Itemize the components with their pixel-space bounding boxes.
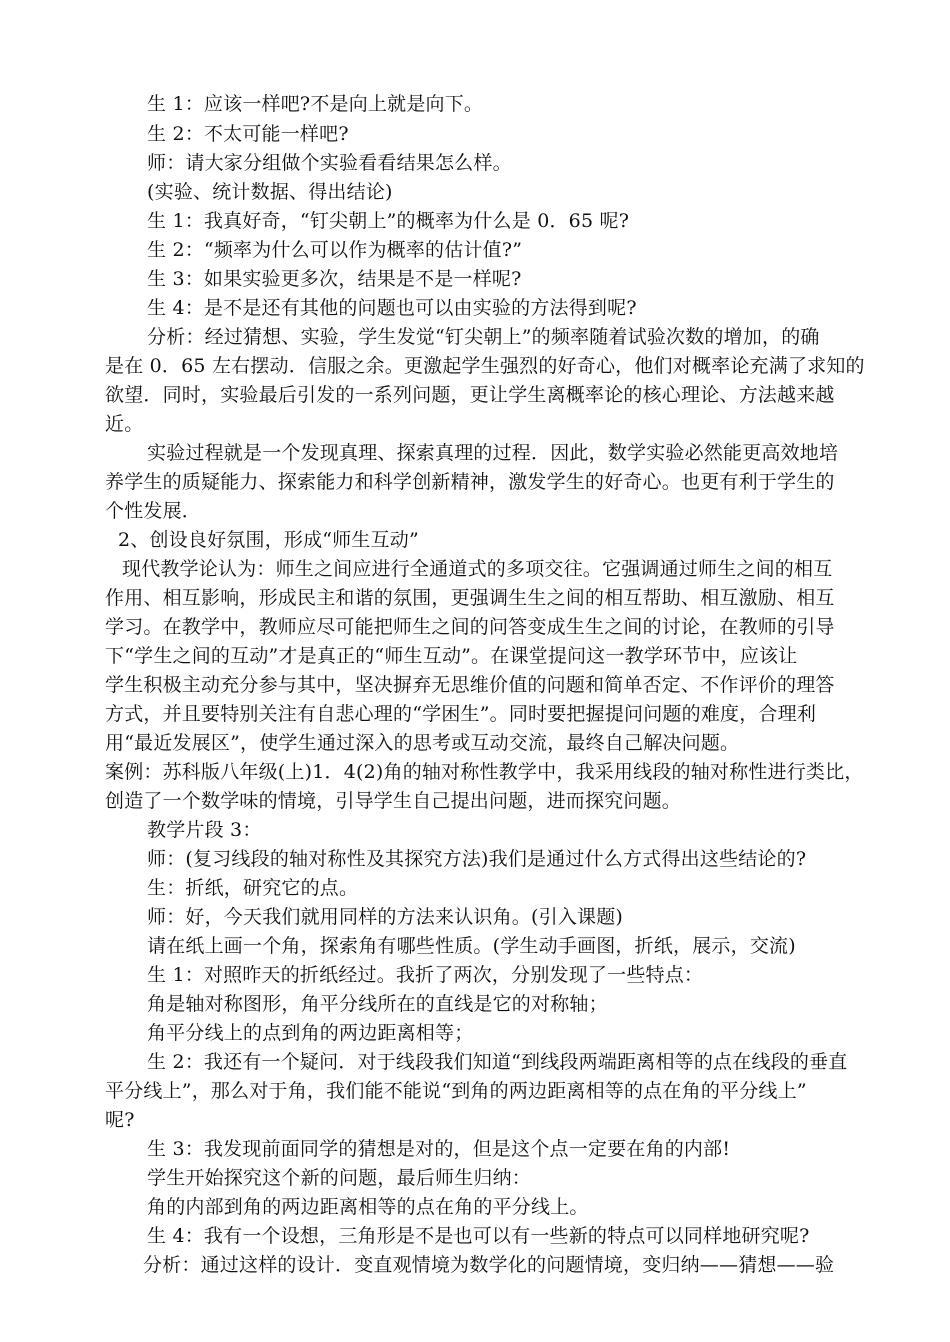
text-line: 案例：苏科版八年级(上)1．4(2)角的轴对称性教学中，我采用线段的轴对称性进行类比， (105, 761, 864, 783)
text-line: 个性发展． (105, 500, 202, 522)
text-line: 生 2：我还有一个疑问．对于线段我们知道“到线段两端距离相等的点在线段的垂直 (147, 1051, 848, 1073)
text-line: 生 4：我有一个设想，三角形是不是也可以有一些新的特点可以同样地研究呢? (147, 1225, 810, 1247)
text-line: 生 3：我发现前面同学的猜想是对的，但是这个点一定要在角的内部! (147, 1138, 731, 1160)
text-line: 学生开始探究这个新的问题，最后师生归纳： (147, 1167, 532, 1189)
text-line: 角是轴对称图形，角平分线所在的直线是它的对称轴； (147, 993, 608, 1015)
text-line: 生：折纸，研究它的点。 (147, 877, 359, 899)
text-line: 下“学生之间的互动”才是真正的“师生互动”。在课堂提问这一教学环节中，应该让 (105, 645, 798, 667)
text-line: 现代教学论认为：师生之间应进行全通道式的多项交往。它强调通过师生之间的相互 (122, 558, 833, 580)
text-line: (实验、统计数据、得出结论) (147, 181, 393, 203)
text-line: 作用、相互影响，形成民主和谐的氛围，更强调生生之间的相互帮助、相互激励、相互 (105, 587, 835, 609)
text-line: 生 1：我真好奇，“钉尖朝上”的概率为什么是 0．65 呢? (147, 210, 630, 232)
text-line: 学习。在教学中，教师应尽可能把师生之间的问答变成生生之间的讨论，在教师的引导 (105, 616, 835, 638)
text-line: 学生积极主动充分参与其中，坚决摒弃无思维价值的问题和简单否定、不作评价的理答 (105, 674, 835, 696)
text-line: 生 2：不太可能一样吧? (147, 123, 349, 145)
text-line: 角平分线上的点到角的两边距离相等； (147, 1022, 474, 1044)
text-line: 师：请大家分组做个实验看看结果怎么样。 (147, 152, 512, 174)
text-line: 创造了一个数学味的情境，引导学生自己提出问题，进而探究问题。 (105, 790, 682, 812)
text-line: 分析：经过猜想、实验，学生发觉“钉尖朝上”的频率随着试验次数的增加，的确 (147, 326, 820, 348)
text-line: 分析：通过这样的设计．变直观情境为数学化的问题情境，变归纳——猜想——验 (143, 1254, 835, 1276)
text-line: 欲望．同时，实验最后引发的一系列问题，更让学生离概率论的核心理论、方法越来越 (105, 384, 835, 406)
text-line: 生 1：对照昨天的折纸经过。我折了两次，分别发现了一些特点： (147, 964, 704, 986)
text-line: 平分线上”，那么对于角，我们能不能说“到角的两边距离相等的点在角的平分线上” (105, 1080, 807, 1102)
text-line: 角的内部到角的两边距离相等的点在角的平分线上。 (147, 1196, 589, 1218)
text-line: 养学生的质疑能力、探索能力和科学创新精神，激发学生的好奇心。也更有利于学生的 (105, 471, 835, 493)
text-line: 生 4：是不是还有其他的问题也可以由实验的方法得到呢? (147, 297, 637, 319)
text-line: 近。 (105, 413, 144, 435)
section-heading: 2、创设良好氛围，形成“师生互动” (118, 529, 419, 551)
text-line: 生 1：应该一样吧?不是向上就是向下。 (147, 93, 484, 115)
text-line: 实验过程就是一个发现真理、探索真理的过程．因此，数学实验必然能更高效地培 (147, 442, 839, 464)
text-line: 师：(复习线段的轴对称性及其探究方法)我们是通过什么方式得出这些结论的? (147, 848, 807, 870)
text-line: 生 3：如果实验更多次，结果是不是一样呢? (147, 268, 522, 290)
text-line: 师：好，今天我们就用同样的方法来认识角。(引入课题) (147, 906, 624, 928)
text-line: 方式，并且要特别关注有自悲心理的“学困生”。同时要把握提问问题的难度，合理利 (105, 703, 817, 725)
text-line: 用“最近发展区”，使学生通过深入的思考或互动交流，最终自己解决问题。 (105, 732, 740, 754)
text-line: 生 2：“频率为什么可以作为概率的估计值?” (147, 239, 523, 261)
text-line: 呢? (105, 1109, 135, 1131)
text-line: 是在 0．65 左右摆动．信服之余。更激起学生强烈的好奇心，他们对概率论充满了求知的 (105, 355, 865, 377)
text-line: 教学片段 3： (147, 819, 262, 841)
text-line: 请在纸上画一个角，探索角有哪些性质。(学生动手画图，折纸，展示，交流) (147, 935, 796, 957)
